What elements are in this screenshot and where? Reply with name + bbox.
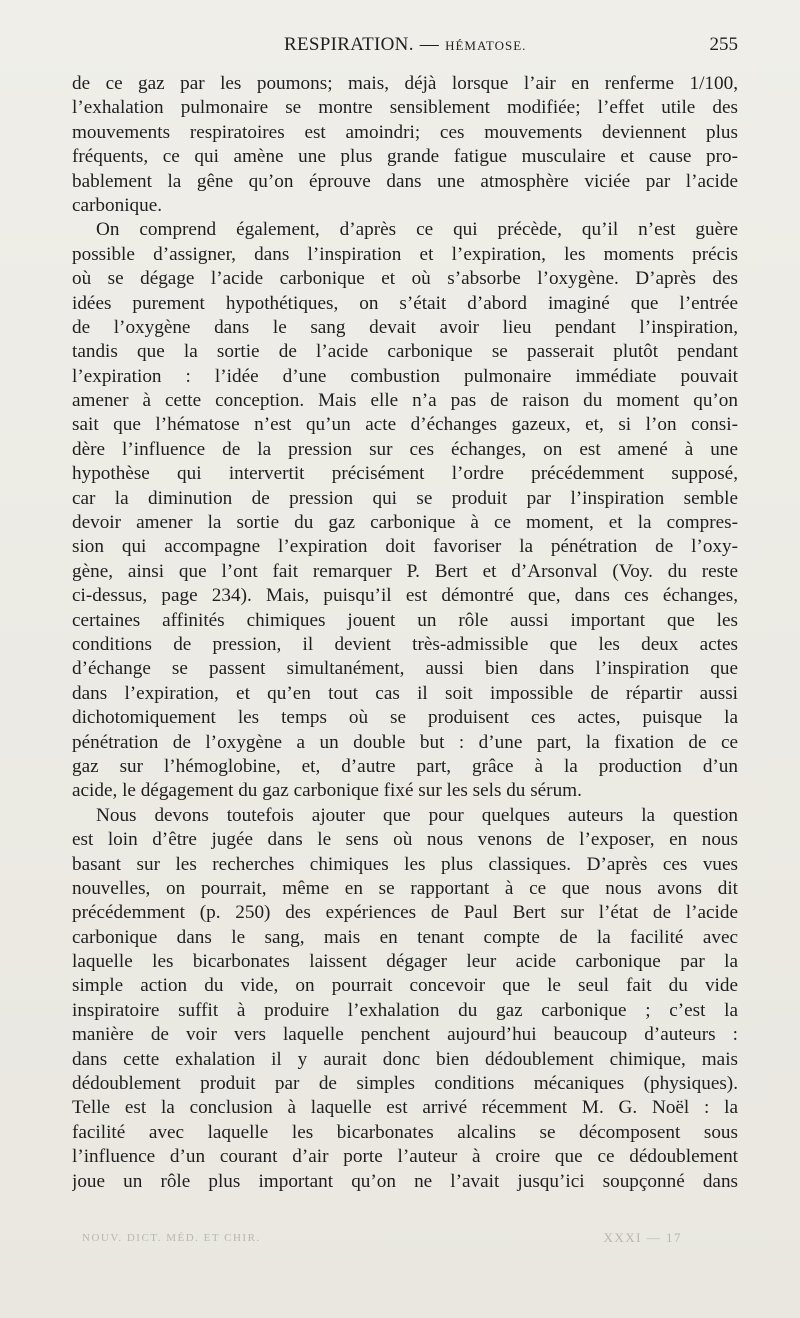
text-line: devoir amener la sortie du gaz carbonique à ce moment, et la compres- (72, 512, 738, 534)
text-line: où se dégage l’acide carbonique et où s’absorbe l’oxygène. D’après des (72, 268, 738, 290)
text-line: d’échange se passent simultanément, aussi bien dans l’inspiration que (72, 658, 738, 680)
chapter-title: RESPIRATION. (284, 34, 414, 55)
body-text (72, 72, 738, 1194)
text-line: laquelle les bicarbonates laissent dégager leur acide carbonique par la (72, 951, 738, 973)
text-line: carbonique dans le sang, mais en tenant compte de la facilité avec (72, 926, 738, 948)
text-line: mouvements respiratoires est amoindri; ces mouvements deviennent plus (72, 121, 738, 143)
text-line: possible d’assigner, dans l’inspiration et l’expiration, les moments précis (72, 243, 738, 265)
page-number: 255 (709, 34, 738, 55)
text-line: hypothèse qui intervertit précisément l’ordre précédemment supposé, (72, 463, 738, 485)
text-line: tandis que la sortie de l’acide carbonique se passerait plutôt pendant (72, 341, 738, 363)
text-line: bablement la gêne qu’on éprouve dans une atmosphère viciée par l’acide (72, 170, 738, 192)
text-line: dédoublement produit par de simples conditions mécaniques (physiques). (72, 1073, 738, 1095)
title-dash: — (419, 34, 440, 55)
text-line: inspiratoire suffit à produire l’exhalation du gaz carbonique ; c’est la (72, 999, 738, 1021)
text-line: Telle est la conclusion à laquelle est arrivé récemment M. G. Noël : la (72, 1097, 738, 1119)
text-line: sion qui accompagne l’expiration doit favoriser la pénétration de l’oxy- (72, 536, 738, 558)
text-line: pénétration de l’oxygène a un double but : d’une part, la fixation de ce (72, 731, 738, 753)
text-line: idées purement hypothétiques, on s’était d’abord imaginé que l’entrée (72, 292, 738, 314)
text-line: dans cette exhalation il y aurait donc bien dédoublement chimique, mais (72, 1048, 738, 1070)
footer-sheet-number: XXXI — 17 (603, 1230, 682, 1245)
text-line: l’influence d’un courant d’air porte l’auteur à croire que ce dédoublement (72, 1146, 738, 1168)
text-line: de ce gaz par les poumons; mais, déjà lorsque l’air en renferme 1/100, (72, 73, 738, 94)
section-title: HÉMATOSE. (445, 38, 527, 53)
running-header (72, 30, 738, 64)
running-title (284, 34, 526, 56)
text-line: l’expiration : l’idée d’une combustion pulmonaire immédiate pouvait (72, 365, 738, 387)
text-line: de l’oxygène dans le sang devait avoir lieu pendant l’inspiration, (72, 316, 738, 338)
footer-signature: NOUV. DICT. MÉD. ET CHIR. (82, 1232, 261, 1244)
text-line: l’exhalation pulmonaire se montre sensiblement modifiée; l’effet utile des (72, 97, 738, 119)
paragraph-start-line: On comprend également, d’après ce qui précède, qu’il n’est guère (96, 219, 738, 241)
text-line: car la diminution de pression qui se produit par l’inspiration semble (72, 487, 738, 509)
text-line: manière de voir vers laquelle penchent aujourd’hui beaucoup d’auteurs : (72, 1024, 738, 1046)
text-line: dans l’expiration, et qu’en tout cas il soit impossible de répartir aussi (72, 682, 738, 704)
text-line: nouvelles, on pourrait, même en se rapportant à ce que nous avons dit (72, 877, 738, 899)
text-line: est loin d’être jugée dans le sens où nous venons de l’exposer, en nous (72, 829, 738, 851)
text-line: amener à cette conception. Mais elle n’a pas de raison du moment qu’on (72, 390, 738, 412)
text-line: sait que l’hématose n’est qu’un acte d’échanges gazeux, et, si l’on consi- (72, 414, 738, 436)
text-line: facilité avec laquelle les bicarbonates alcalins se décomposent sous (72, 1121, 738, 1143)
text-line: ci-dessus, page 234). Mais, puisqu’il est démontré que, dans ces échanges, (72, 585, 738, 607)
text-line: joue un rôle plus important qu’on ne l’avait jusqu’ici soupçonné dans (72, 1170, 738, 1192)
page-footer (72, 1228, 738, 1252)
text-line: certaines affinités chimiques jouent un rôle aussi important que les (72, 609, 738, 631)
text-line: carbonique. (72, 194, 163, 216)
text-line: gaz sur l’hémoglobine, et, d’autre part, grâce à la production d’un (72, 755, 738, 777)
text-line: précédemment (p. 250) des expériences de Paul Bert sur l’état de l’acide (72, 902, 738, 924)
text-line: gène, ainsi que l’ont fait remarquer P. Bert et d’Arsonval (Voy. du reste (72, 560, 738, 582)
text-line: conditions de pression, il devient très-admissible que les deux actes (72, 633, 738, 655)
text-line: basant sur les recherches chimiques les plus classiques. D’après ces vues (72, 853, 738, 875)
text-line: fréquents, ce qui amène une plus grande fatigue musculaire et cause pro- (72, 146, 738, 168)
text-line: simple action du vide, on pourrait concevoir que le seul fait du vide (72, 975, 738, 997)
text-line: dère l’influence de la pression sur ces échanges, on est amené à une (72, 438, 738, 460)
text-line: dichotomiquement les temps où se produisent ces actes, puisque la (72, 707, 738, 729)
paragraph-start-line: Nous devons toutefois ajouter que pour quelques auteurs la question (96, 804, 738, 826)
text-line: acide, le dégagement du gaz carbonique fixé sur les sels du sérum. (72, 780, 582, 802)
